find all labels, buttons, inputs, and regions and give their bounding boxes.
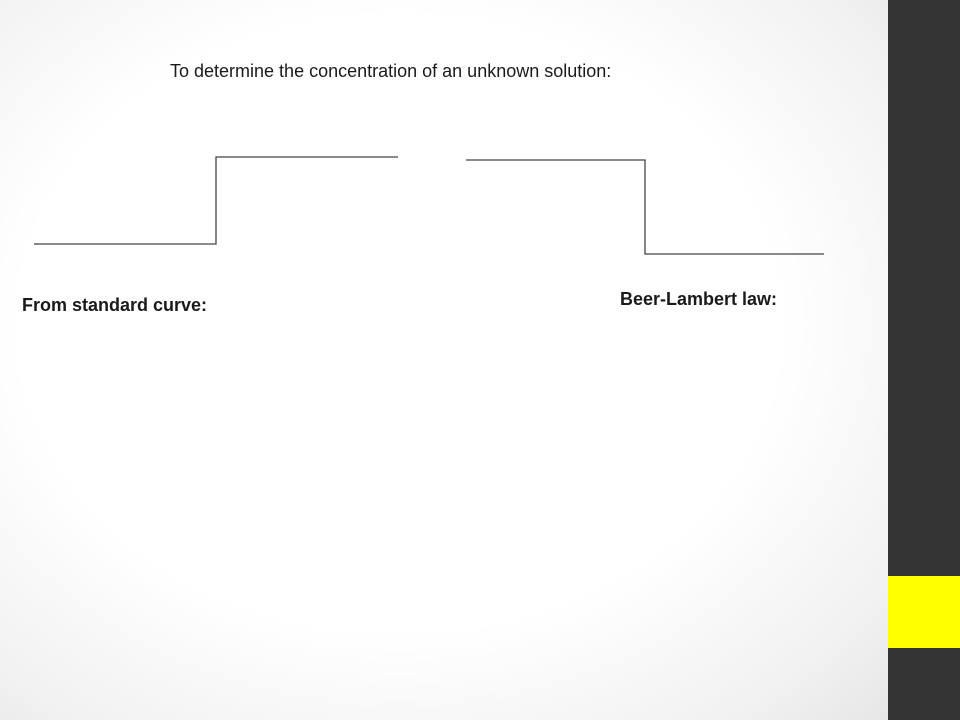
left-column-heading: From standard curve:: [22, 295, 208, 315]
step-up-connector: [34, 157, 398, 244]
step-down-connector: [466, 160, 824, 254]
slide-title: To determine the concentration of an unknown solution:: [170, 61, 612, 81]
sidebar-yellow-accent: [888, 576, 960, 648]
right-column-heading: Beer-Lambert law:: [620, 289, 778, 309]
